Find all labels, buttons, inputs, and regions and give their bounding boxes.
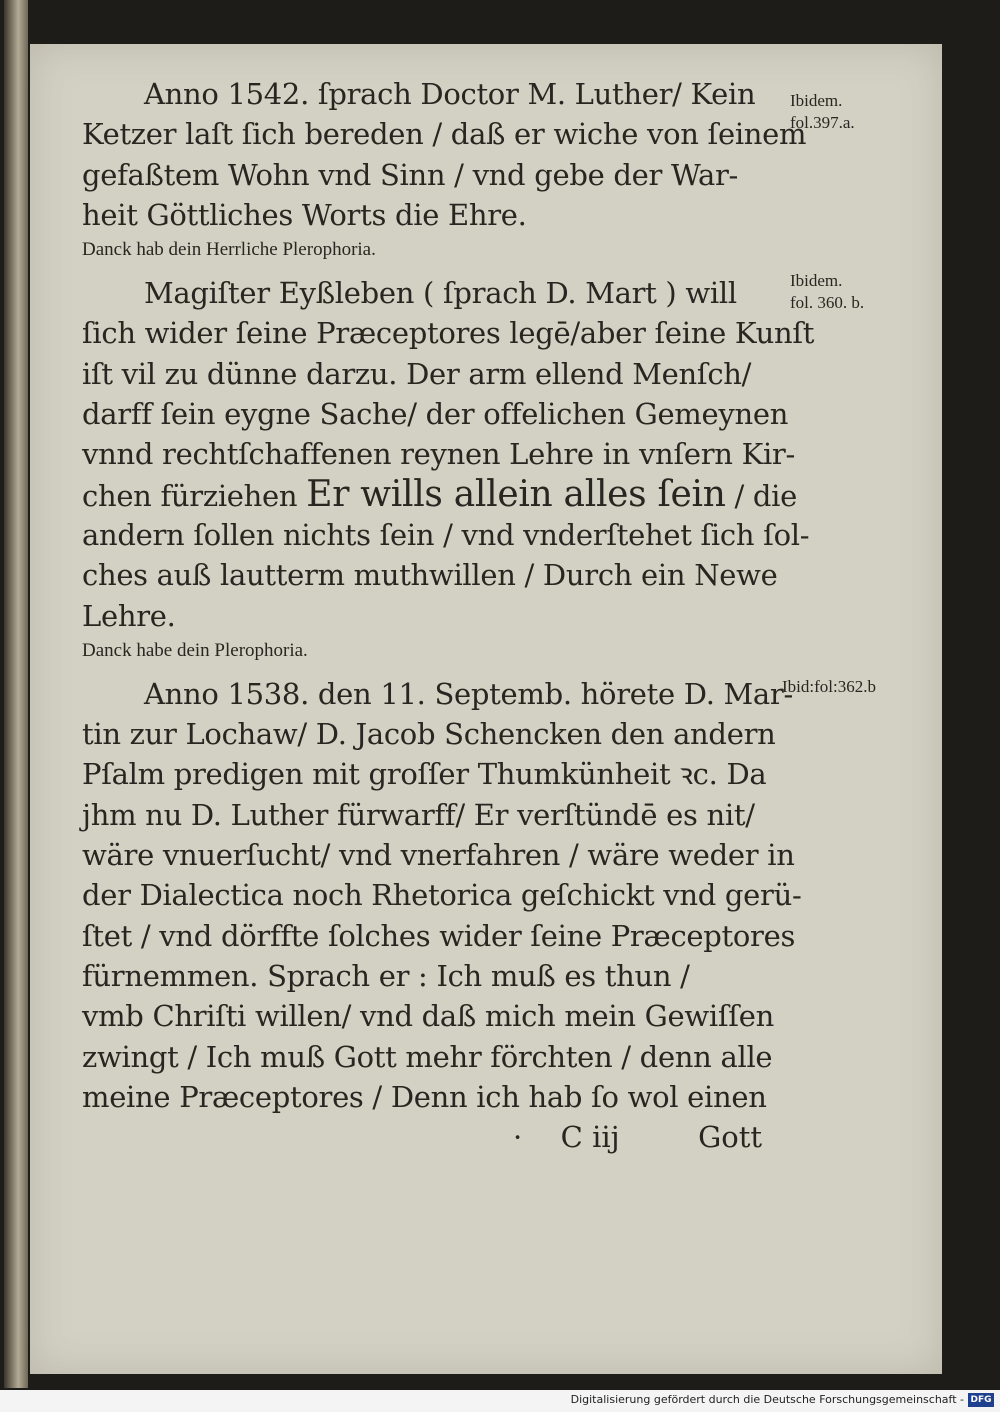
- text-line: vnnd rechtſchaffenen reynen Lehre in vnſern Kir-: [82, 437, 795, 472]
- catchword: Gott: [698, 1120, 762, 1155]
- text-line: iſt vil zu dünne darzu. Der arm ellend Menſch/: [82, 356, 752, 391]
- text-line-start: chen fürziehen: [82, 478, 298, 513]
- footer-credit: Digitalisierung gefördert durch die Deutsche Forschungsgemeinschaft -: [570, 1393, 964, 1406]
- margin-note-3: [782, 676, 876, 698]
- text-line: wäre vnuerſucht/ vnd vnerfahren / wäre weder in: [82, 838, 795, 873]
- margin-note-1: [790, 90, 855, 134]
- text-line: vmb Chriſti willen/ vnd daß mich mein Gewiſſen: [82, 999, 774, 1034]
- margin-note-line: fol.397.a.: [790, 113, 855, 132]
- text-line: ſtet / vnd dörffte ſolches wider ſeine Præceptores: [82, 918, 796, 953]
- emphasis-text: Er wills allein alles ſein: [306, 473, 726, 515]
- margin-note-2: [790, 270, 864, 314]
- paragraph-2: [82, 273, 815, 666]
- book-binding-edge: [4, 0, 28, 1388]
- footer-bar: [0, 1390, 1000, 1412]
- text-line-emphasis: [82, 473, 798, 515]
- book-page: [30, 44, 942, 1374]
- text-line: Pſalm predigen mit groſſer Thumkünheit ꝛc. Da: [82, 757, 767, 792]
- paragraph-1: [82, 74, 807, 265]
- text-line: heit Göttliches Worts die Ehre.: [82, 197, 527, 232]
- text-line: ches auß lautterm muthwillen / Durch ein Newe: [82, 558, 778, 593]
- margin-note-line: Ibidem.: [790, 271, 843, 290]
- subline: Danck hab dein Herrliche Plerophoria.: [82, 239, 376, 261]
- signature-mark: C iij: [560, 1120, 620, 1155]
- dfg-logo-icon: DFG: [968, 1393, 994, 1407]
- text-line: ſich wider ſeine Præceptores legē/aber ſeine Kunſt: [82, 316, 815, 351]
- emphasis-tail: / die: [734, 478, 798, 513]
- text-line: meine Præceptores / Denn ich hab ſo wol einen: [82, 1079, 767, 1114]
- text-line: Magiſter Eyßleben ( ſprach D. Mart ) will: [144, 276, 737, 311]
- text-line: der Dialectica noch Rhetorica geſchickt vnd gerü-: [82, 878, 802, 913]
- text-line: jhm nu D. Luther fürwarff/ Er verſtündē es nit/: [82, 797, 755, 832]
- main-text-column: [82, 74, 815, 1157]
- margin-note-line: fol. 360. b.: [790, 293, 865, 312]
- text-line: Ketzer laſt ſich bereden / daß er wiche von ſeinem: [82, 117, 807, 152]
- margin-note-line: Ibid:fol:362.b: [782, 677, 876, 696]
- subline: Danck habe dein Plerophoria.: [82, 639, 308, 661]
- text-line: Anno 1542. ſprach Doctor M. Luther/ Kein: [144, 77, 756, 111]
- catchword-line: [82, 1117, 772, 1157]
- text-line: tin zur Lochaw/ D. Jacob Schencken den andern: [82, 717, 776, 752]
- text-line: fürnemmen. Sprach er : Ich muß es thun /: [82, 958, 690, 993]
- text-line: andern ſollen nichts ſein / vnd vnderſtehet ſich ſol-: [82, 517, 810, 552]
- text-line: zwingt / Ich muß Gott mehr förchten / denn alle: [82, 1039, 773, 1074]
- text-line: Anno 1538. den 11. Septemb. hörete D. Mar-: [144, 676, 793, 711]
- paragraph-3: [82, 674, 802, 1117]
- text-line: Lehre.: [82, 598, 176, 633]
- catchword-dot: ·: [513, 1120, 523, 1155]
- margin-note-line: Ibidem.: [790, 91, 843, 110]
- text-line: darff ſein eygne Sache/ der offelichen Gemeynen: [82, 397, 789, 432]
- text-line: gefaßtem Wohn vnd Sinn / vnd gebe der War-: [82, 157, 739, 192]
